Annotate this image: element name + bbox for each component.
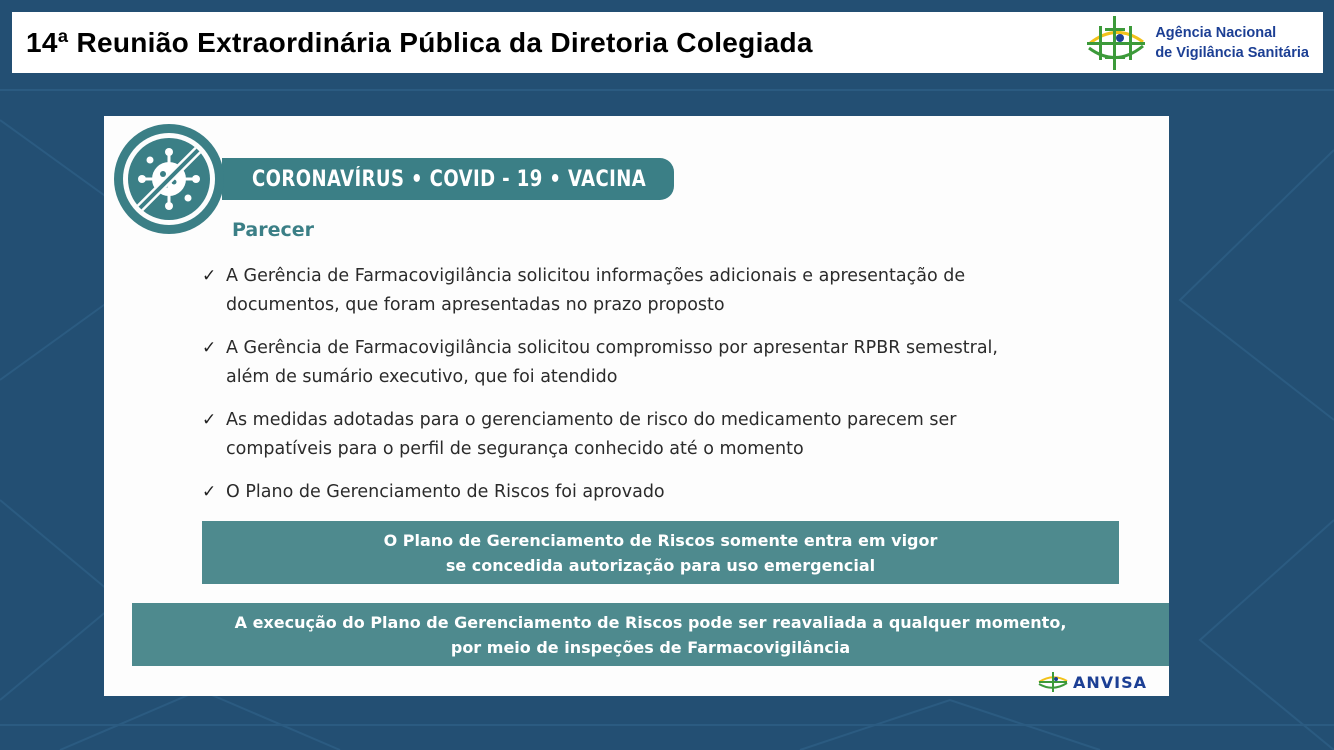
presentation-slide — [104, 116, 1169, 696]
callout-line: se concedida autorização para uso emergencial — [445, 555, 876, 575]
anvisa-cross-icon — [1083, 14, 1149, 72]
check-icon: ✓ — [202, 338, 217, 358]
bullet-line: A Gerência de Farmacovigilância solicitou compromisso por apresentar RPBR semestral, — [226, 338, 998, 358]
list-item — [202, 262, 1142, 320]
check-icon: ✓ — [202, 266, 217, 286]
meeting-header-bar — [12, 12, 1323, 73]
topic-banner — [222, 158, 674, 200]
org-name-line2: de Vigilância Sanitária — [1155, 44, 1309, 61]
org-name-line1: Agência Nacional — [1155, 24, 1277, 41]
footer-anvisa-logo — [1037, 671, 1147, 693]
anvisa-cross-icon — [1037, 671, 1069, 693]
list-item — [202, 406, 1142, 464]
bullet-list — [202, 262, 1142, 521]
callout-line: O Plano de Gerenciamento de Riscos somente entra em vigor — [383, 530, 938, 550]
no-virus-icon — [112, 122, 226, 236]
bullet-line: O Plano de Gerenciamento de Riscos foi aprovado — [226, 482, 665, 502]
bullet-line: além de sumário executivo, que foi atendido — [226, 367, 618, 387]
bullet-line: A Gerência de Farmacovigilância solicitou informações adicionais e apresentação de — [226, 266, 966, 286]
section-heading: Parecer — [232, 219, 315, 241]
anvisa-header-logo — [1083, 14, 1309, 72]
list-item — [202, 334, 1142, 392]
callout-reevaluation — [132, 603, 1169, 666]
callout-line: por meio de inspeções de Farmacovigilância — [450, 637, 851, 657]
callout-line: A execução do Plano de Gerenciamento de Riscos pode ser reavaliada a qualquer momento, — [234, 612, 1067, 632]
meeting-title: 14ª Reunião Extraordinária Pública da Diretoria Colegiada — [26, 26, 813, 58]
check-icon: ✓ — [202, 482, 217, 502]
bullet-line: documentos, que foram apresentadas no prazo proposto — [226, 295, 725, 315]
bullet-line: As medidas adotadas para o gerenciamento de risco do medicamento parecem ser — [226, 410, 957, 430]
callout-emergency-use — [202, 521, 1119, 584]
bullet-line: compatíveis para o perfil de segurança conhecido até o momento — [226, 439, 804, 459]
check-icon: ✓ — [202, 410, 217, 430]
list-item — [202, 478, 1142, 507]
footer-logo-text: ANVISA — [1072, 672, 1147, 692]
banner-text: CORONAVÍRUS • COVID - 19 • VACINA — [252, 166, 647, 192]
